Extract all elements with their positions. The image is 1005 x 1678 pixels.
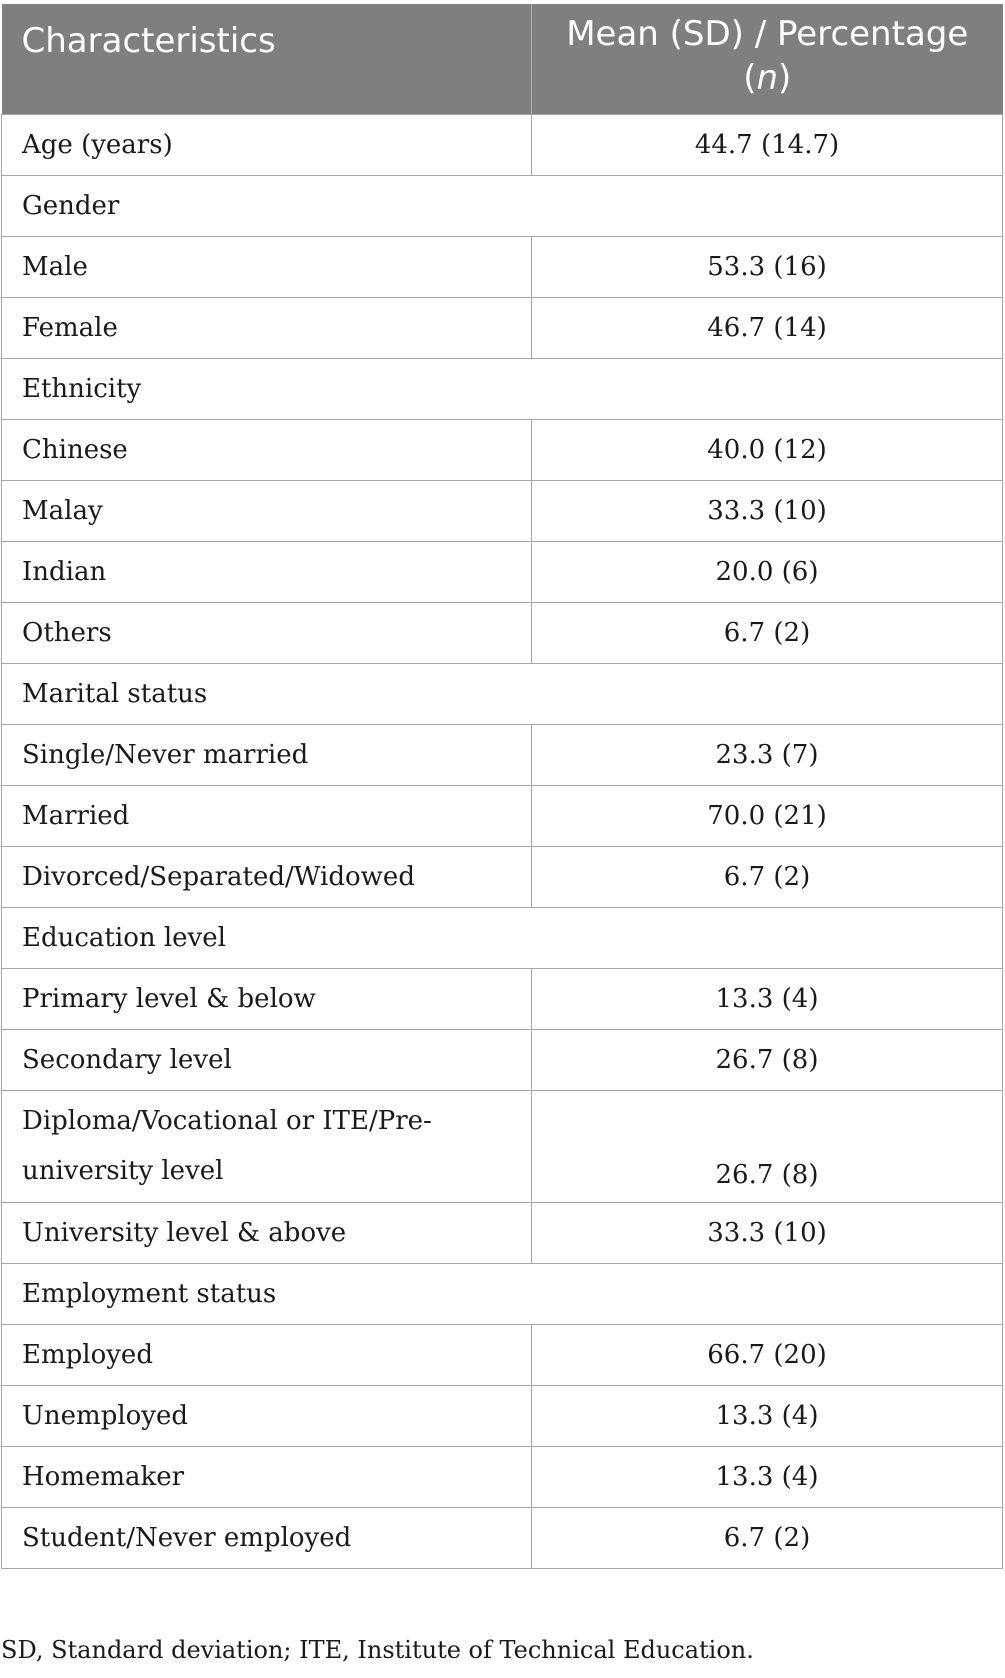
table-row xyxy=(2,297,1003,358)
row-value: 26.7 (8) xyxy=(532,1090,1003,1202)
row-label: Employed xyxy=(2,1324,532,1385)
row-label: Married xyxy=(2,785,532,846)
table-row xyxy=(2,602,1003,663)
table-row xyxy=(2,480,1003,541)
row-label: Student/Never employed xyxy=(2,1507,532,1568)
header-n-italic: n xyxy=(756,58,779,98)
row-label: Homemaker xyxy=(2,1446,532,1507)
row-label: Primary level & below xyxy=(2,968,532,1029)
row-value: 66.7 (20) xyxy=(532,1324,1003,1385)
header-n-close: ) xyxy=(778,58,792,98)
table-row xyxy=(2,846,1003,907)
demographics-table xyxy=(1,4,1003,1569)
row-label-line-1: Diploma/Vocational or ITE/Pre- xyxy=(22,1106,432,1136)
row-value: 13.3 (4) xyxy=(532,1446,1003,1507)
table-row xyxy=(2,236,1003,297)
table-row xyxy=(2,1202,1003,1263)
row-value: 13.3 (4) xyxy=(532,968,1003,1029)
header-n-open: ( xyxy=(743,58,757,98)
row-label-line-2: university level xyxy=(22,1156,224,1186)
row-value: 6.7 (2) xyxy=(532,1507,1003,1568)
table-header-row xyxy=(2,4,1003,114)
row-value: 46.7 (14) xyxy=(532,297,1003,358)
group-header-row xyxy=(2,358,1003,419)
row-label: Male xyxy=(2,236,532,297)
table-row xyxy=(2,1029,1003,1090)
group-header-row xyxy=(2,663,1003,724)
row-label: Indian xyxy=(2,541,532,602)
table-row xyxy=(2,1446,1003,1507)
row-label: Single/Never married xyxy=(2,724,532,785)
group-header-row xyxy=(2,175,1003,236)
row-value: 13.3 (4) xyxy=(532,1385,1003,1446)
header-characteristics: Characteristics xyxy=(2,4,532,114)
row-label: Female xyxy=(2,297,532,358)
row-value: 40.0 (12) xyxy=(532,419,1003,480)
table-row xyxy=(2,114,1003,175)
row-label xyxy=(2,1090,532,1202)
row-label: Secondary level xyxy=(2,1029,532,1090)
table-row xyxy=(2,1507,1003,1568)
row-value: 6.7 (2) xyxy=(532,602,1003,663)
row-value: 6.7 (2) xyxy=(532,846,1003,907)
group-label: Employment status xyxy=(2,1263,1003,1324)
table-row xyxy=(2,1324,1003,1385)
row-value: 20.0 (6) xyxy=(532,541,1003,602)
table-row xyxy=(2,419,1003,480)
row-value: 70.0 (21) xyxy=(532,785,1003,846)
row-value: 23.3 (7) xyxy=(532,724,1003,785)
header-mean-percentage xyxy=(532,4,1003,114)
group-header-row xyxy=(2,1263,1003,1324)
row-label: Chinese xyxy=(2,419,532,480)
table-row xyxy=(2,1090,1003,1202)
group-label: Marital status xyxy=(2,663,1003,724)
row-label: University level & above xyxy=(2,1202,532,1263)
row-value: 53.3 (16) xyxy=(532,236,1003,297)
table-row xyxy=(2,724,1003,785)
row-value: 33.3 (10) xyxy=(532,1202,1003,1263)
table-row xyxy=(2,541,1003,602)
row-label: Age (years) xyxy=(2,114,532,175)
table-row xyxy=(2,968,1003,1029)
row-label: Others xyxy=(2,602,532,663)
row-value: 26.7 (8) xyxy=(532,1029,1003,1090)
table-row xyxy=(2,1385,1003,1446)
header-mean-label: Mean (SD) / Percentage xyxy=(566,14,969,54)
group-header-row xyxy=(2,907,1003,968)
row-label: Unemployed xyxy=(2,1385,532,1446)
group-label: Gender xyxy=(2,175,1003,236)
group-label: Education level xyxy=(2,907,1003,968)
table-row xyxy=(2,785,1003,846)
row-value: 33.3 (10) xyxy=(532,480,1003,541)
group-label: Ethnicity xyxy=(2,358,1003,419)
row-label: Malay xyxy=(2,480,532,541)
row-value: 44.7 (14.7) xyxy=(532,114,1003,175)
table-footnote: SD, Standard deviation; ITE, Institute of Technical Education. xyxy=(1,1636,754,1664)
row-label: Divorced/Separated/Widowed xyxy=(2,846,532,907)
